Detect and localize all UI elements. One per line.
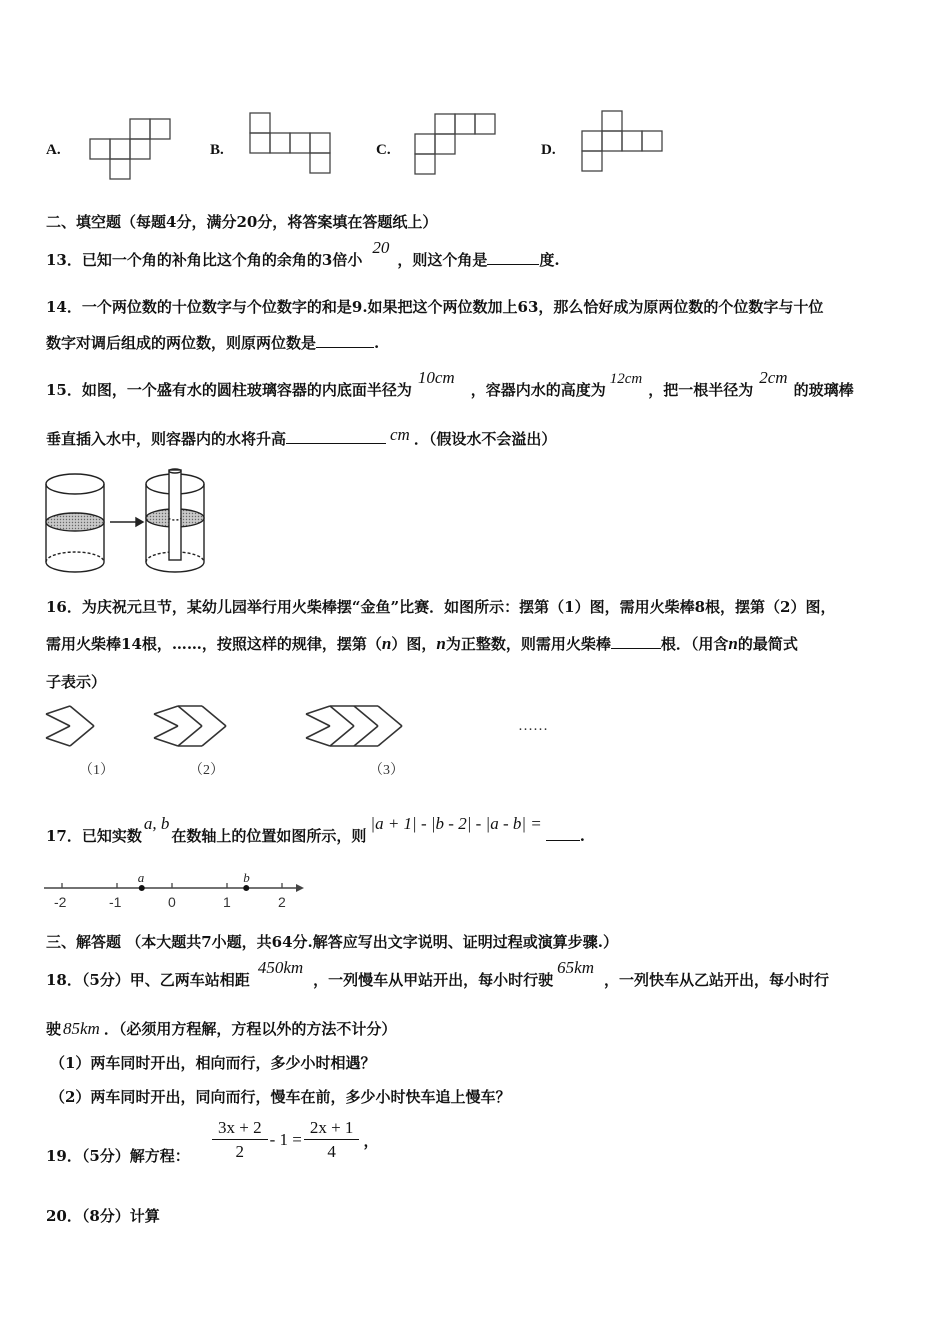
q16-answer-blank[interactable]	[611, 634, 661, 649]
q13-text: 13．已知一个角的补角比这个角的余角的3倍小	[46, 251, 363, 269]
matchstick	[178, 726, 202, 746]
point-a-label: a	[137, 870, 145, 885]
matchstick	[306, 706, 330, 714]
q16-line2e: 的最简式	[737, 635, 798, 653]
q17-answer-blank[interactable]	[546, 826, 580, 841]
q16-line2c: 为正整数，则需用火柴棒	[445, 635, 611, 653]
matchstick	[154, 738, 178, 746]
q16-line3: 子表示）	[46, 673, 107, 691]
q19-num2: 2x + 1	[304, 1118, 360, 1140]
question-17	[46, 814, 586, 846]
point-b-label: b	[243, 870, 250, 885]
q16-line2b: ）图，	[391, 635, 437, 653]
q18-t3: ，一列快车从乙站开出，每小时行	[603, 971, 829, 989]
q19-end: ，	[363, 1133, 379, 1150]
question-15-line2	[46, 425, 557, 449]
question-15-line1	[46, 368, 854, 401]
q18-t2: ，一列慢车从甲站开出，每小时行驶	[313, 971, 554, 989]
q18-part1: （1）两车同时开出，相向而行，多少小时相遇？	[50, 1054, 376, 1072]
axis-arrow-icon	[296, 884, 304, 892]
q16-line1: 16．为庆祝元旦节，某幼儿园举行用火柴棒摆“金鱼”比赛．如图所示：摆第（1）图，需用火柴棒8根，摆第（2）图，	[46, 598, 836, 616]
q19-den1: 2	[235, 1142, 245, 1161]
q13-after: ，则这个角是	[397, 251, 488, 269]
axis-tick-label: 0	[168, 894, 176, 910]
q19-label: 19．（5分）解方程：	[46, 1147, 190, 1165]
option-c-net	[415, 113, 495, 175]
q14-line2: 数字对调后组成的两位数，则原两位数是	[46, 334, 317, 352]
matchstick	[46, 706, 70, 714]
q17-m1: a, b	[143, 814, 170, 833]
q18-m1: 450km	[257, 958, 304, 977]
fish-label-2: （2）	[189, 763, 224, 778]
q15-m3: 2cm	[759, 368, 788, 387]
cylinder-after	[146, 469, 204, 572]
fish-label-1: （1）	[79, 763, 114, 778]
matchstick	[202, 726, 226, 746]
option-a-label: A.	[46, 142, 61, 158]
matchstick	[330, 706, 354, 726]
q15-t2: ，容器内水的高度为	[470, 381, 606, 399]
matchstick	[202, 706, 226, 726]
q17-t2: 在数轴上的位置如图所示，则	[171, 827, 367, 845]
matchstick	[46, 726, 70, 738]
matchstick	[378, 706, 402, 726]
option-d-net	[582, 110, 662, 172]
q15-answer-blank[interactable]	[286, 429, 386, 444]
option-b-label: B.	[210, 142, 224, 158]
q15-t5: ．（假设水不会溢出）	[413, 430, 557, 448]
matchstick	[354, 706, 378, 726]
arrow-icon	[110, 518, 143, 526]
q16-n2: n	[436, 634, 446, 653]
q18-t1: 18．（5分）甲、乙两车站相距	[46, 971, 250, 989]
option-a-net	[90, 118, 170, 180]
q20-label: 20．（8分）计算	[46, 1207, 160, 1225]
number-line	[44, 870, 314, 914]
q13-end: 度.	[539, 251, 560, 269]
cylinder-before	[46, 474, 104, 572]
section3-title: 三、解答题 （本大题共7小题，共64分.解答应写出文字说明、证明过程或演算步骤.）	[46, 933, 618, 951]
question-18-line1	[46, 958, 829, 990]
q15-t3: ，把一根半径为	[648, 381, 754, 399]
q15-m2: 12cm	[609, 371, 643, 387]
ellipsis: ……	[518, 718, 548, 734]
option-b-net	[250, 112, 330, 174]
matchstick	[330, 726, 354, 746]
q15-t4: 的玻璃棒	[793, 381, 854, 399]
matchstick	[154, 714, 178, 726]
cylinder-figure	[44, 470, 214, 580]
matchstick	[154, 706, 178, 714]
option-d-label: D.	[541, 142, 556, 158]
q17-expr: |a + 1| - |b - 2| - |a - b| =	[370, 814, 542, 833]
axis-tick-label: -2	[54, 894, 67, 910]
q16-n3: n	[728, 634, 738, 653]
q14-line1: 14．一个两位数的十位数字与个位数字的和是9.如果把这个两位数加上63，那么恰好成为原两位数的个位数字与十位	[46, 298, 824, 316]
section2-title: 二、填空题（每题4分，满分20分，将答案填在答题纸上）	[46, 213, 438, 231]
matchstick	[306, 726, 330, 738]
q15-line2: 垂直插入水中，则容器内的水将升高	[46, 430, 287, 448]
q18-m3: 85km	[63, 1019, 100, 1038]
matchstick	[46, 714, 70, 726]
q15-m4: cm	[390, 425, 410, 444]
matchstick	[70, 706, 94, 726]
q19-fraction-1	[212, 1118, 268, 1162]
question-14-line2	[46, 333, 379, 353]
matchstick	[154, 726, 178, 738]
q18-line2b: ．（必须用方程解，方程以外的方法不计分）	[103, 1020, 397, 1038]
q14-end: .	[374, 334, 380, 352]
q18-line2a: 驶	[46, 1020, 62, 1038]
q15-t1: 15．如图，一个盛有水的圆柱玻璃容器的内底面半径为	[46, 381, 412, 399]
q18-part2: （2）两车同时开出，同向而行，慢车在前，多少小时快车追上慢车？	[50, 1088, 511, 1106]
matchstick	[178, 706, 202, 726]
fish-label-3: （3）	[369, 763, 404, 778]
q17-t1: 17．已知实数	[46, 827, 142, 845]
q17-end: .	[579, 827, 586, 845]
q16-n1: n	[381, 634, 392, 653]
matchstick-fish-figure	[44, 700, 564, 780]
q19-mid: - 1 =	[269, 1130, 302, 1149]
axis-tick-label: 1	[223, 894, 231, 910]
matchstick	[306, 714, 330, 726]
matchstick	[70, 726, 94, 746]
matchstick	[354, 726, 378, 746]
point-a	[139, 885, 145, 891]
option-c-label: C.	[376, 142, 391, 158]
axis-tick-label: 2	[278, 894, 286, 910]
q19-fraction-2	[304, 1118, 360, 1162]
q14-answer-blank[interactable]	[316, 333, 374, 348]
q18-m2: 65km	[557, 958, 594, 977]
q19-den2: 4	[327, 1142, 336, 1161]
axis-tick-label: -1	[109, 894, 122, 910]
matchstick	[46, 738, 70, 746]
q15-m1: 10cm	[417, 368, 455, 387]
q16-line2d: 根．（用含	[660, 635, 729, 653]
q13-math: 20	[372, 238, 390, 257]
question-13	[46, 238, 560, 270]
q19-num1: 3x + 2	[212, 1118, 268, 1140]
matchstick	[306, 738, 330, 746]
q16-line2a: 需用火柴棒14根，……，按照这样的规律，摆第（	[46, 635, 382, 653]
q19-equation	[212, 1118, 378, 1162]
question-16-line2	[46, 634, 798, 654]
q13-answer-blank[interactable]	[487, 250, 539, 265]
matchstick	[378, 726, 402, 746]
question-18-line2	[46, 1019, 396, 1039]
point-b	[243, 885, 249, 891]
